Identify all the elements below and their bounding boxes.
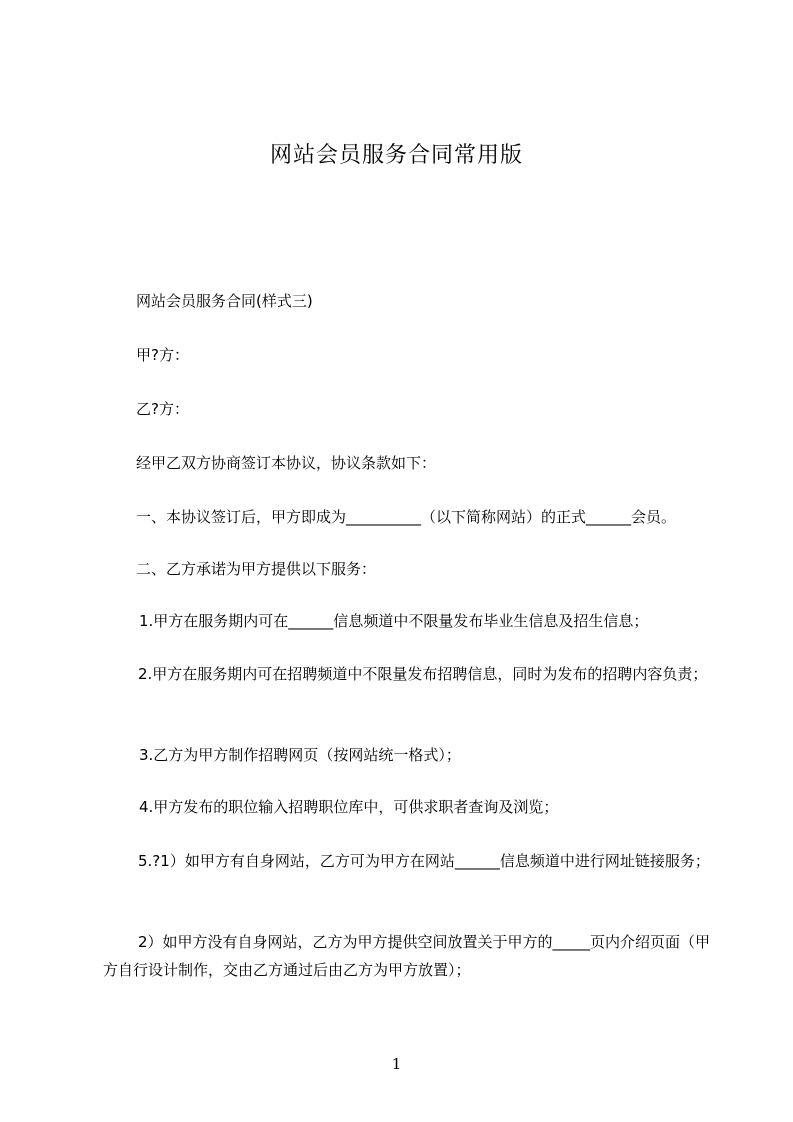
service-item-2: 2.甲方在服务期内可在招聘频道中不限量发布招聘信息，同时为发布的招聘内容负责；	[138, 665, 708, 683]
service-item-5-2: 2）如甲方没有自身网站，乙方为甲方提供空间放置关于甲方的_____页内介绍页面（甲方自行设计制作，交由乙方通过后由乙方为甲方放置）；	[103, 933, 711, 979]
clause-1: 一、本协议签订后，甲方即成为__________（以下简称网站）的正式______会员。	[136, 508, 677, 526]
party-a-line: 甲?方：	[136, 346, 189, 364]
service-item-3: 3.乙方为甲方制作招聘网页（按网站统一格式）；	[139, 746, 461, 764]
agreement-intro: 经甲乙双方协商签订本协议，协议条款如下：	[136, 454, 437, 472]
service-item-1: 1.甲方在服务期内可在______信息频道中不限量发布毕业生信息及招生信息；	[139, 612, 649, 630]
clause-2-heading: 二、乙方承诺为甲方提供以下服务：	[136, 560, 377, 578]
service-item-4: 4.甲方发布的职位输入招聘职位库中，可供求职者查询及浏览；	[139, 798, 559, 816]
service-item-5-1: 5.?1）如甲方有自身网站，乙方可为甲方在网站______信息频道中进行网址链接服务；	[138, 852, 710, 870]
page-number: 1	[391, 1055, 402, 1073]
contract-subtitle: 网站会员服务合同(样式三)	[136, 292, 313, 310]
document-title: 网站会员服务合同常用版	[269, 143, 523, 168]
party-b-line: 乙?方：	[136, 400, 189, 418]
